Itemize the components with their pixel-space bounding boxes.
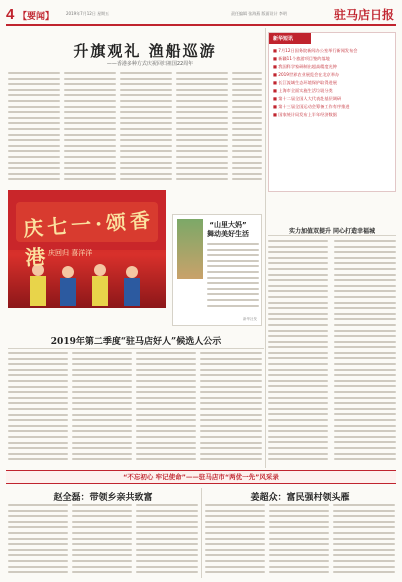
news-brief-item[interactable] bbox=[273, 63, 391, 71]
bottom-right-title: 姜超众：富民强村领头雁 bbox=[250, 493, 350, 503]
header-rule bbox=[6, 24, 396, 26]
bullet-icon: ■ bbox=[273, 104, 279, 109]
bottom-left-col-2 bbox=[72, 504, 132, 578]
feature-banner bbox=[6, 470, 396, 484]
bullet-icon: ■ bbox=[273, 88, 279, 93]
right-story-title: 实力加值双提升 同心打造幸福城 bbox=[288, 228, 376, 235]
bottom-divider bbox=[201, 488, 202, 578]
bullet-icon: ■ bbox=[273, 80, 279, 85]
brand-logo: 驻马店日报 bbox=[333, 8, 394, 22]
masthead bbox=[6, 4, 396, 26]
right-story-rule bbox=[268, 235, 396, 236]
news-brief-item[interactable] bbox=[273, 79, 391, 87]
lead-photo-banner: 庆七一·颂香港 bbox=[22, 207, 155, 270]
bullet-icon: ■ bbox=[273, 96, 279, 101]
news-brief-item[interactable] bbox=[273, 111, 391, 119]
news-brief-item[interactable] bbox=[273, 103, 391, 111]
news-brief-item-text: 7月12日国务院新闻办公室举行新闻发布会 bbox=[278, 48, 358, 53]
lead-body-col-5 bbox=[232, 72, 262, 182]
bullet-icon: ■ bbox=[273, 48, 279, 53]
news-brief-item-text: 第十三届全国运动会筹备工作有序推进 bbox=[278, 104, 350, 109]
section-name: 【要闻】 bbox=[18, 12, 55, 22]
news-brief-item[interactable] bbox=[273, 47, 391, 55]
page-number: 4 bbox=[6, 6, 15, 23]
news-brief-item-text: 长江流域生态环境保护取得进展 bbox=[278, 80, 337, 85]
mid-photo-headline: “山里大妈” 舞动美好生活 bbox=[207, 221, 249, 238]
news-brief-item-text: 2019世界农业展览会在北京举办 bbox=[278, 72, 340, 77]
announcement-col-1 bbox=[8, 352, 68, 464]
lead-body-col-1 bbox=[8, 72, 60, 182]
lead-body-col-3 bbox=[120, 72, 172, 182]
bottom-right-col-1 bbox=[205, 504, 265, 578]
feature-banner-text: “不忘初心 牢记使命”——驻马店市“两优一先”风采录 bbox=[123, 473, 279, 481]
editor-line: 责任编辑 张海燕 版面设计 李明 bbox=[231, 11, 287, 16]
news-brief-item-text: 我国科学家研制出超高精度光钟 bbox=[278, 64, 337, 69]
date-line: 2019年7月12日 星期五 bbox=[66, 11, 110, 16]
bullet-icon: ■ bbox=[273, 64, 279, 69]
news-brief-list bbox=[269, 44, 395, 122]
lead-title: 升旗观礼 渔船巡游 bbox=[73, 42, 217, 60]
bullet-icon: ■ bbox=[273, 56, 279, 61]
bullet-icon: ■ bbox=[273, 112, 279, 117]
bullet-icon: ■ bbox=[273, 72, 279, 77]
column-divider bbox=[265, 28, 266, 468]
news-brief-box bbox=[268, 32, 396, 192]
lead-body-col-2 bbox=[64, 72, 116, 182]
news-brief-item-text: 上海市全面实施生活垃圾分类 bbox=[278, 88, 333, 93]
lead-photo bbox=[8, 190, 166, 308]
news-brief-item[interactable] bbox=[273, 71, 391, 79]
news-brief-item[interactable] bbox=[273, 55, 391, 63]
lead-body-col-4 bbox=[176, 72, 228, 182]
right-story-col-1 bbox=[268, 240, 328, 465]
announcement-title: 2019年第二季度“驻马店好人”候选人公示 bbox=[50, 337, 222, 347]
announcement-col-3 bbox=[136, 352, 196, 464]
mid-photo-frame bbox=[172, 214, 262, 326]
mid-photo-body bbox=[207, 243, 259, 313]
right-story-col-2 bbox=[334, 240, 396, 465]
bottom-left-col-3 bbox=[136, 504, 198, 578]
news-brief-title: 新华短讯 bbox=[269, 33, 311, 44]
news-brief-item-text: 新疆11个旅游项目签约落地 bbox=[278, 56, 330, 61]
lead-subtitle: ——香港多种方式庆祝回归祖国22周年 bbox=[106, 61, 194, 67]
mid-photo-caption: 新华社发 bbox=[243, 317, 257, 321]
news-brief-item-text: 国家统计局发布上半年经济数据 bbox=[278, 112, 337, 117]
mid-photo-image bbox=[177, 219, 203, 279]
announcement-rule bbox=[8, 348, 264, 349]
bottom-right-col-2 bbox=[269, 504, 329, 578]
bottom-left-col-1 bbox=[8, 504, 68, 578]
lead-photo-caption: 庆回归 喜洋洋 bbox=[48, 249, 93, 257]
bottom-right-col-3 bbox=[333, 504, 395, 578]
announcement-col-2 bbox=[72, 352, 132, 464]
news-brief-item[interactable] bbox=[273, 95, 391, 103]
bottom-left-title: 赵全磊：带领乡亲共致富 bbox=[53, 493, 153, 503]
news-brief-item[interactable] bbox=[273, 87, 391, 95]
news-brief-item-text: 第十二届全国人大代表赴基层调研 bbox=[278, 96, 342, 101]
announcement-col-4 bbox=[200, 352, 262, 464]
